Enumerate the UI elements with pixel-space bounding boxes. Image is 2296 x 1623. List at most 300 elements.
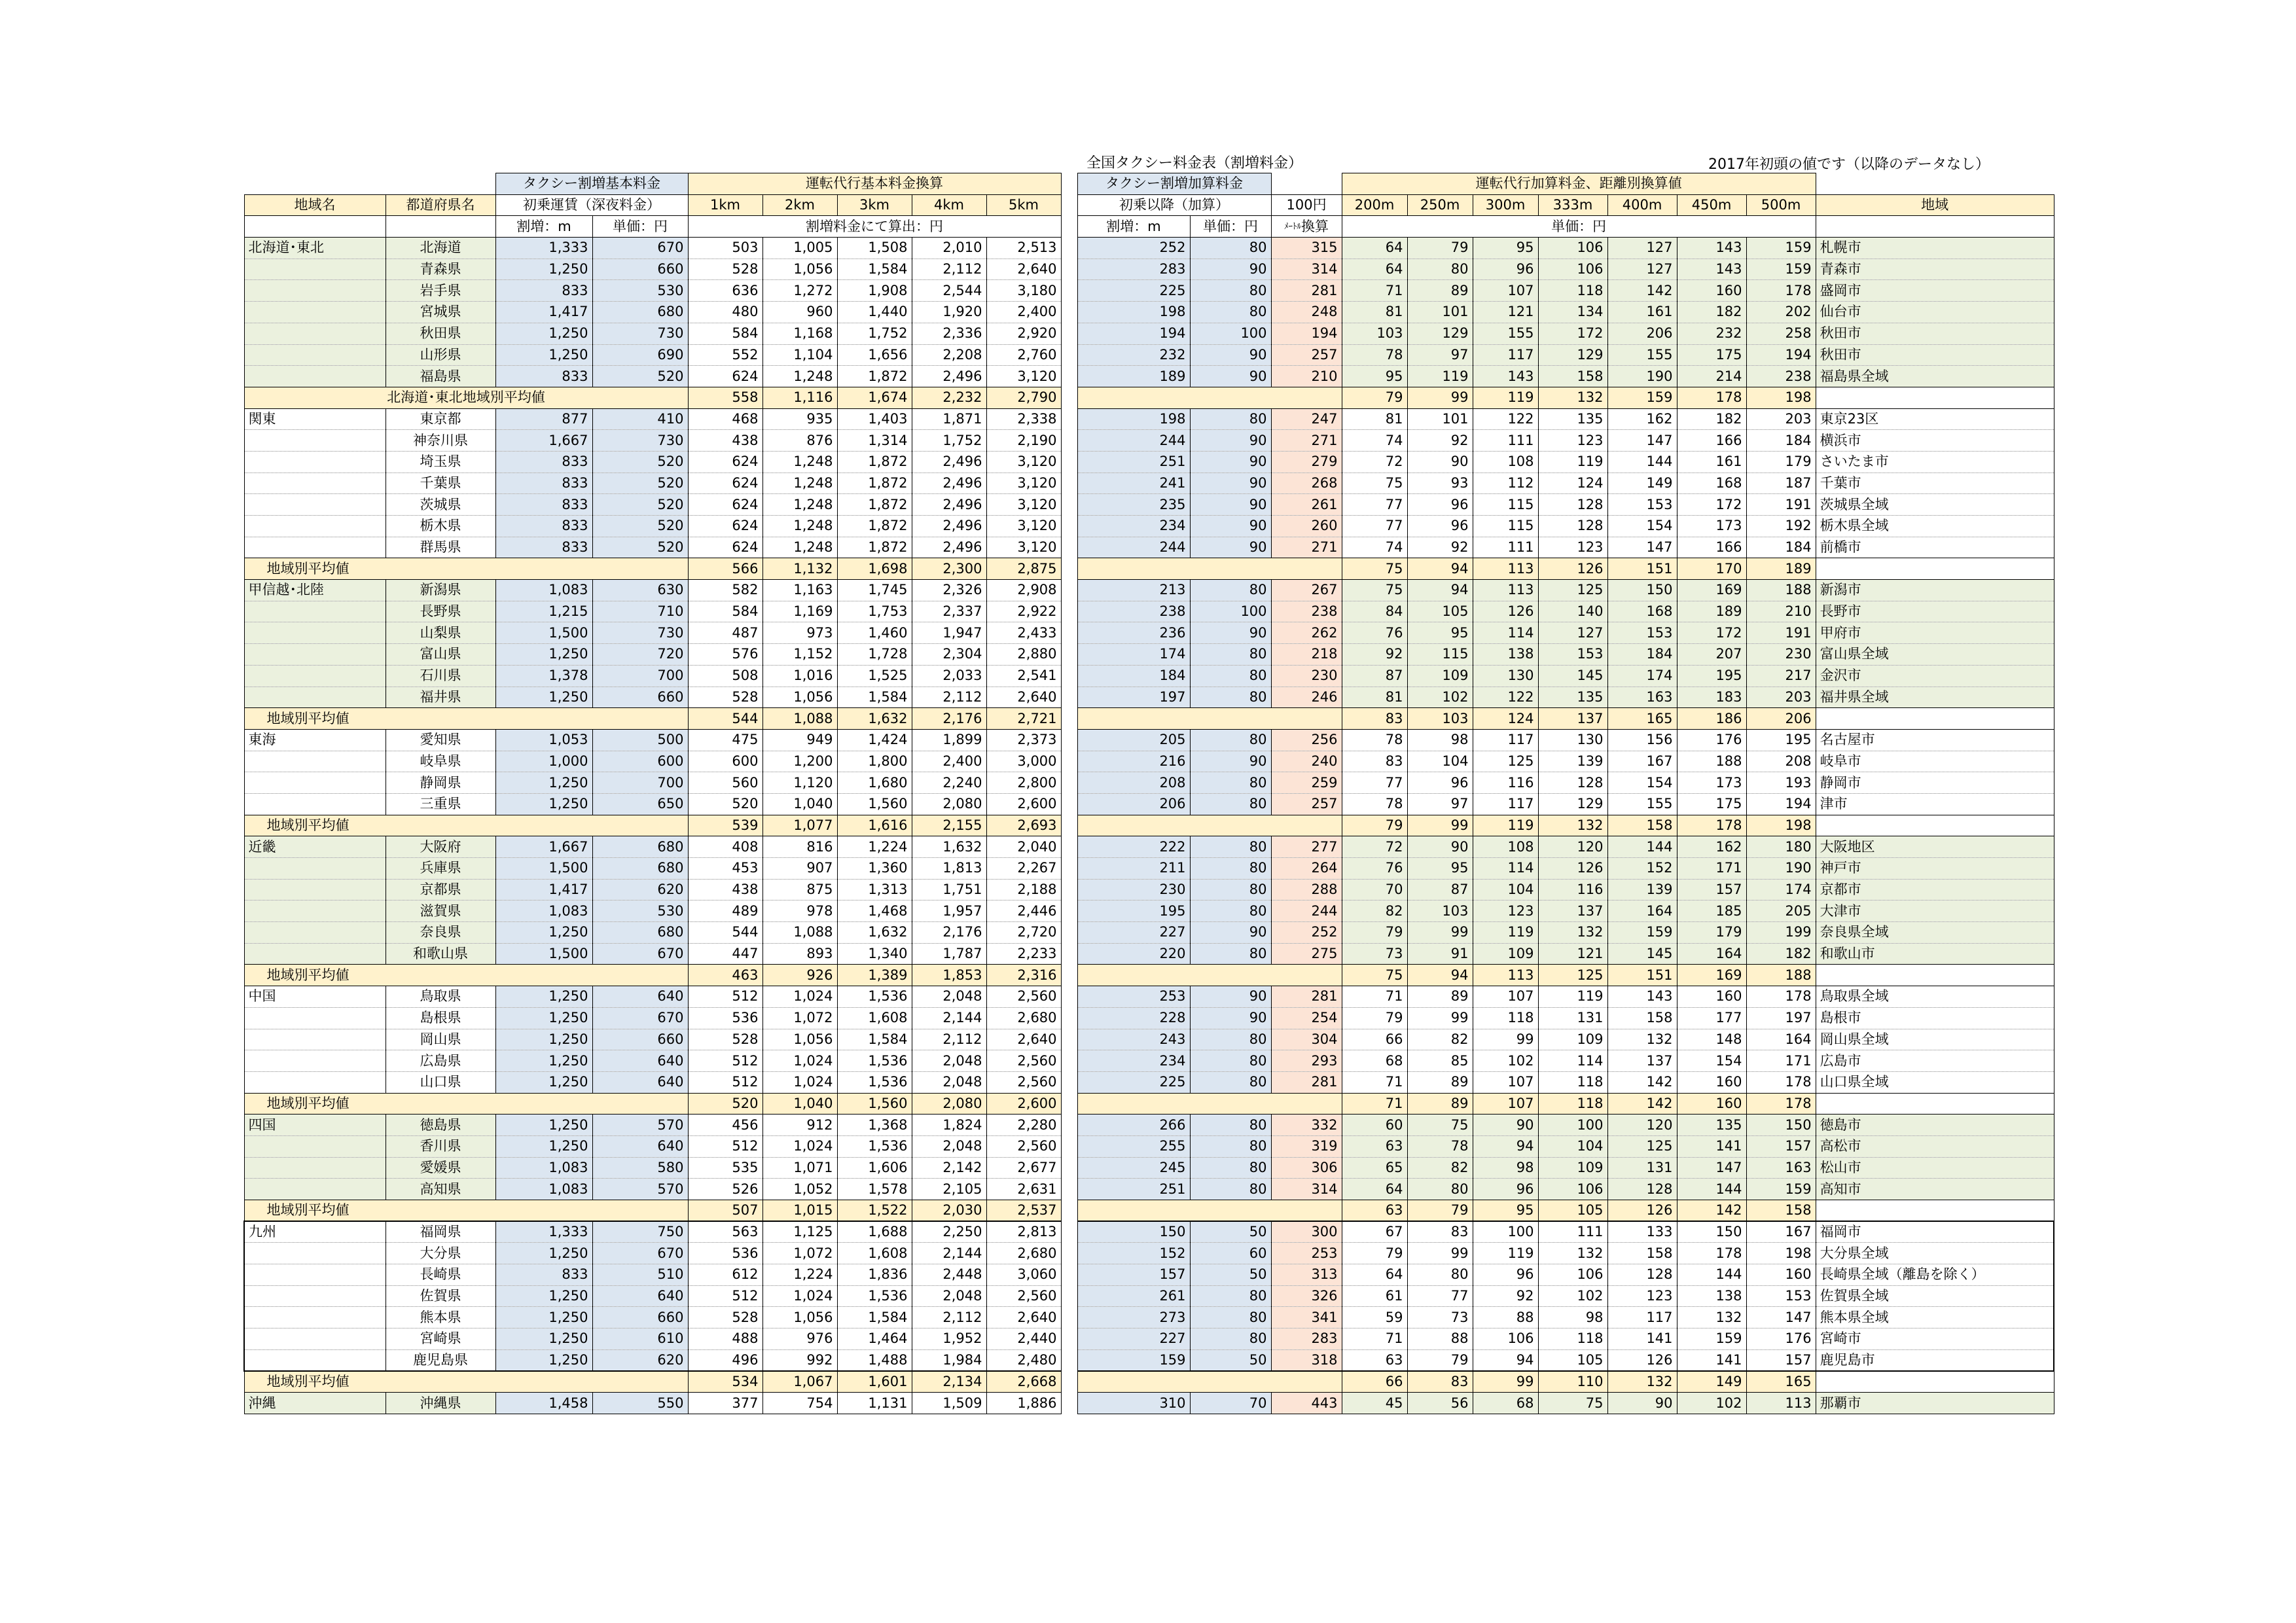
- km-fare-cell: 1,608: [837, 1007, 912, 1029]
- add-price-cell: 80: [1190, 1307, 1271, 1329]
- km-fare-cell: 2,400: [986, 302, 1061, 323]
- base-distance-cell: 1,458: [495, 1393, 592, 1414]
- km-fare-cell: 2,048: [912, 1285, 986, 1307]
- fare-add-row: [1077, 259, 2054, 280]
- km-fare-cell: 2,496: [912, 366, 986, 387]
- meter-conv-cell: 319: [1271, 1135, 1342, 1157]
- km-fare-cell: 536: [688, 1243, 762, 1264]
- prefecture-cell: 神奈川県: [386, 430, 495, 452]
- base-price-cell: 730: [592, 622, 688, 644]
- km-fare-cell: 2,560: [986, 1135, 1061, 1157]
- dist-fare-cell: 178: [1746, 1071, 1816, 1093]
- area-cell: 富山県全域: [1816, 644, 2054, 666]
- add-distance-cell: 225: [1077, 280, 1190, 302]
- km-fare-cell: 1,314: [837, 430, 912, 452]
- km-fare-cell: 2,560: [986, 1071, 1061, 1093]
- base-distance-cell: 1,500: [495, 943, 592, 965]
- area-cell: 広島市: [1816, 1050, 2054, 1072]
- avg-km-cell: 539: [688, 815, 762, 836]
- km-fare-cell: 528: [688, 1307, 762, 1329]
- regional-average-row: [244, 1093, 1061, 1115]
- avg-km-cell: 2,080: [912, 1093, 986, 1115]
- add-distance-cell: 244: [1077, 430, 1190, 452]
- region-cell: [244, 772, 386, 794]
- km-fare-cell: 1,056: [762, 687, 837, 708]
- avg-km-cell: 2,600: [986, 1093, 1061, 1115]
- dist-fare-cell: 132: [1607, 1029, 1677, 1050]
- area-cell: 鹿児島市: [1816, 1349, 2054, 1371]
- avg-area-blank-cell: [1816, 558, 2054, 580]
- dist-fare-cell: 103: [1407, 901, 1473, 922]
- base-distance-cell: 833: [495, 280, 592, 302]
- km-fare-cell: 2,560: [986, 1050, 1061, 1072]
- fare-row: [244, 238, 1061, 259]
- avg-dist-cell: 178: [1746, 1093, 1816, 1115]
- area-cell: 栃木県全域: [1816, 516, 2054, 537]
- km-fare-cell: 1,248: [762, 451, 837, 473]
- km-fare-cell: 1,248: [762, 473, 837, 494]
- fare-row: [244, 1264, 1061, 1286]
- avg-dist-cell: 142: [1607, 1093, 1677, 1115]
- dist-fare-cell: 166: [1677, 430, 1746, 452]
- dist-fare-cell: 159: [1607, 922, 1677, 944]
- km-fare-cell: 2,496: [912, 537, 986, 558]
- dist-fare-cell: 99: [1473, 1029, 1538, 1050]
- dist-fare-cell: 158: [1607, 1243, 1677, 1264]
- dist-fare-cell: 158: [1607, 1007, 1677, 1029]
- dist-fare-cell: 158: [1538, 366, 1607, 387]
- dist-fare-cell: 106: [1538, 1179, 1607, 1200]
- meter-conv-cell: 257: [1271, 344, 1342, 366]
- avg-dist-cell: 125: [1538, 965, 1607, 986]
- km-fare-cell: 624: [688, 366, 762, 387]
- km-fare-cell: 3,120: [986, 516, 1061, 537]
- km-fare-cell: 2,048: [912, 986, 986, 1008]
- dist-fare-cell: 188: [1746, 580, 1816, 601]
- area-cell: 金沢市: [1816, 665, 2054, 687]
- meter-conv-cell: 240: [1271, 751, 1342, 772]
- dist-fare-cell: 73: [1407, 1307, 1473, 1329]
- km-fare-cell: 2,448: [912, 1264, 986, 1286]
- km-fare-cell: 1,460: [837, 622, 912, 644]
- add-price-cell: 80: [1190, 1029, 1271, 1050]
- add-price-cell: 90: [1190, 622, 1271, 644]
- avg-km-cell: 2,030: [912, 1200, 986, 1222]
- add-price-cell: 90: [1190, 451, 1271, 473]
- region-cell: 近畿: [244, 836, 386, 858]
- km-fare-cell: 2,188: [986, 879, 1061, 901]
- dist-fare-cell: 113: [1473, 580, 1538, 601]
- dist-fare-cell: 214: [1677, 366, 1746, 387]
- dist-fare-cell: 190: [1607, 366, 1677, 387]
- dist-fare-cell: 153: [1538, 644, 1607, 666]
- dist-fare-cell: 118: [1473, 1007, 1538, 1029]
- add-price-cell: 90: [1190, 986, 1271, 1008]
- dist-fare-cell: 78: [1342, 729, 1407, 751]
- fare-row: [244, 922, 1061, 944]
- km-fare-cell: 2,496: [912, 516, 986, 537]
- dist-fare-cell: 94: [1407, 580, 1473, 601]
- avg-dist-cell: 165: [1746, 1371, 1816, 1393]
- base-price-cell: 640: [592, 986, 688, 1008]
- dist-fare-cell: 88: [1473, 1307, 1538, 1329]
- dist-fare-cell: 66: [1342, 1029, 1407, 1050]
- fare-row: [244, 259, 1061, 280]
- add-price-cell: 80: [1190, 1135, 1271, 1157]
- dist-fare-cell: 109: [1407, 665, 1473, 687]
- km-fare-cell: 1,872: [837, 494, 912, 516]
- km-fare-cell: 1,752: [837, 323, 912, 344]
- dist-fare-cell: 150: [1746, 1115, 1816, 1136]
- meter-conv-cell: 281: [1271, 1071, 1342, 1093]
- km-fare-cell: 1,872: [837, 473, 912, 494]
- prefecture-cell: 福井県: [386, 687, 495, 708]
- meter-conv-cell: 271: [1271, 537, 1342, 558]
- region-cell: 九州: [244, 1221, 386, 1243]
- region-cell: 関東: [244, 408, 386, 430]
- area-cell: 札幌市: [1816, 238, 2054, 259]
- dist-fare-cell: 145: [1538, 665, 1607, 687]
- prefecture-cell: 佐賀県: [386, 1285, 495, 1307]
- region-cell: [244, 1285, 386, 1307]
- dist-fare-cell: 108: [1473, 451, 1538, 473]
- dist-fare-cell: 97: [1407, 793, 1473, 815]
- dist-fare-cell: 173: [1677, 772, 1746, 794]
- km-fare-cell: 1,751: [912, 879, 986, 901]
- add-distance-cell: 206: [1077, 793, 1190, 815]
- prefecture-cell: 鹿児島県: [386, 1349, 495, 1371]
- add-distance-cell: 184: [1077, 665, 1190, 687]
- meter-conv-cell: 283: [1271, 1329, 1342, 1350]
- dist-fare-cell: 125: [1607, 1135, 1677, 1157]
- dist-fare-cell: 182: [1746, 943, 1816, 965]
- dist-fare-cell: 114: [1538, 1050, 1607, 1072]
- base-distance-cell: 1,250: [495, 1007, 592, 1029]
- avg-dist-cell: 63: [1342, 1200, 1407, 1222]
- region-cell: [244, 1050, 386, 1072]
- area-cell: 静岡市: [1816, 772, 2054, 794]
- avg-km-cell: 1,560: [837, 1093, 912, 1115]
- region-cell: [244, 901, 386, 922]
- fare-row: [244, 537, 1061, 558]
- km-fare-cell: 3,120: [986, 494, 1061, 516]
- dist-header-1: 200m: [1342, 194, 1407, 216]
- meter-conv-cell: 267: [1271, 580, 1342, 601]
- dist-fare-cell: 105: [1407, 601, 1473, 622]
- fare-add-row: [1077, 729, 2054, 751]
- average-label-cell: 北海道･東北地域別平均値: [244, 387, 688, 408]
- dist-fare-cell: 113: [1746, 1393, 1816, 1414]
- avg-dist-cell: 89: [1407, 1093, 1473, 1115]
- fare-add-row: [1077, 302, 2054, 323]
- dist-fare-cell: 193: [1746, 772, 1816, 794]
- region-cell: [244, 1029, 386, 1050]
- meter-conv-cell: 271: [1271, 430, 1342, 452]
- km-fare-cell: 1,536: [837, 1135, 912, 1157]
- add-price-cell: 90: [1190, 922, 1271, 944]
- dist-fare-cell: 79: [1407, 238, 1473, 259]
- dist-fare-cell: 101: [1407, 408, 1473, 430]
- avg-km-cell: 2,721: [986, 708, 1061, 730]
- dist-fare-cell: 96: [1473, 1179, 1538, 1200]
- avg-area-blank-cell: [1816, 387, 2054, 408]
- prefecture-cell: 群馬県: [386, 537, 495, 558]
- fare-add-row: [1077, 238, 2054, 259]
- fare-row: [244, 344, 1061, 366]
- taxi-add-header: タクシー割増加算料金: [1077, 173, 1271, 195]
- base-distance-cell: 1,250: [495, 793, 592, 815]
- fare-row: [244, 943, 1061, 965]
- region-cell: [244, 687, 386, 708]
- avg-blank-cell: [1077, 965, 1342, 986]
- area-cell: 東京23区: [1816, 408, 2054, 430]
- prefecture-cell: 岐阜県: [386, 751, 495, 772]
- dist-fare-cell: 94: [1473, 1349, 1538, 1371]
- km-fare-cell: 512: [688, 1285, 762, 1307]
- avg-dist-cell: 160: [1677, 1093, 1746, 1115]
- fare-add-row: [1077, 772, 2054, 794]
- km-fare-cell: 2,280: [986, 1115, 1061, 1136]
- area-cell: 津市: [1816, 793, 2054, 815]
- km-fare-cell: 1,248: [762, 366, 837, 387]
- dist-fare-cell: 164: [1746, 1029, 1816, 1050]
- avg-km-cell: 2,668: [986, 1371, 1061, 1393]
- km-fare-cell: 2,176: [912, 922, 986, 944]
- regional-average-add-row: [1077, 1093, 2054, 1115]
- km-fare-cell: 1,056: [762, 1029, 837, 1050]
- area-cell: 岐阜市: [1816, 751, 2054, 772]
- dist-fare-cell: 77: [1407, 1285, 1473, 1307]
- fare-row: [244, 451, 1061, 473]
- add-distance-cell: 244: [1077, 537, 1190, 558]
- km-fare-cell: 1,440: [837, 302, 912, 323]
- dist-fare-cell: 142: [1607, 280, 1677, 302]
- avg-dist-cell: 124: [1473, 708, 1538, 730]
- add-price-cell: 60: [1190, 1243, 1271, 1264]
- base-distance-cell: 1,250: [495, 1115, 592, 1136]
- km-fare-cell: 480: [688, 302, 762, 323]
- km-fare-cell: 3,000: [986, 751, 1061, 772]
- fare-add-row: [1077, 408, 2054, 430]
- dist-fare-cell: 96: [1407, 494, 1473, 516]
- fare-add-row: [1077, 1029, 2054, 1050]
- km-fare-cell: 816: [762, 836, 837, 858]
- prefecture-cell: 山梨県: [386, 622, 495, 644]
- add-price-cell: 80: [1190, 858, 1271, 880]
- dist-fare-cell: 192: [1746, 516, 1816, 537]
- region-cell: 四国: [244, 1115, 386, 1136]
- km-fare-cell: 3,120: [986, 473, 1061, 494]
- dist-fare-cell: 153: [1746, 1285, 1816, 1307]
- right-header-row-3: [1077, 216, 2054, 238]
- fare-row: [244, 772, 1061, 794]
- avg-km-cell: 1,674: [837, 387, 912, 408]
- km-fare-cell: 2,640: [986, 1029, 1061, 1050]
- dist-fare-cell: 71: [1342, 1071, 1407, 1093]
- dist-fare-cell: 258: [1746, 323, 1816, 344]
- fare-row: [244, 302, 1061, 323]
- region-cell: [244, 473, 386, 494]
- avg-area-blank-cell: [1816, 815, 2054, 836]
- dist-fare-cell: 119: [1473, 1243, 1538, 1264]
- km-fare-cell: 2,048: [912, 1071, 986, 1093]
- fare-row: [244, 494, 1061, 516]
- km-fare-cell: 1,745: [837, 580, 912, 601]
- fare-add-row: [1077, 537, 2054, 558]
- dist-fare-cell: 123: [1607, 1285, 1677, 1307]
- km-fare-cell: 2,600: [986, 793, 1061, 815]
- dist-fare-cell: 131: [1607, 1157, 1677, 1179]
- dist-fare-cell: 59: [1342, 1307, 1407, 1329]
- dist-fare-cell: 56: [1407, 1393, 1473, 1414]
- dist-fare-cell: 147: [1607, 430, 1677, 452]
- base-price-cell: 700: [592, 665, 688, 687]
- km-fare-cell: 2,040: [986, 836, 1061, 858]
- dist-fare-cell: 128: [1538, 494, 1607, 516]
- dist-fare-cell: 143: [1677, 259, 1746, 280]
- area-cell: 岡山県全域: [1816, 1029, 2054, 1050]
- dist-fare-cell: 160: [1677, 280, 1746, 302]
- fare-add-row: [1077, 1285, 2054, 1307]
- km-fare-cell: 912: [762, 1115, 837, 1136]
- dist-fare-cell: 203: [1746, 687, 1816, 708]
- area-cell: 山口県全域: [1816, 1071, 2054, 1093]
- base-distance-cell: 1,250: [495, 259, 592, 280]
- base-price-cell: 580: [592, 1157, 688, 1179]
- km-fare-cell: 624: [688, 473, 762, 494]
- dist-fare-cell: 104: [1538, 1135, 1607, 1157]
- km-fare-cell: 612: [688, 1264, 762, 1286]
- dist-fare-cell: 205: [1746, 901, 1816, 922]
- avg-km-cell: 1,698: [837, 558, 912, 580]
- fare-row: [244, 879, 1061, 901]
- prefecture-cell: 福岡県: [386, 1221, 495, 1243]
- average-label-cell: 地域別平均値: [244, 815, 688, 836]
- base-price-cell: 520: [592, 451, 688, 473]
- km-fare-cell: 487: [688, 622, 762, 644]
- fare-add-row: [1077, 1329, 2054, 1350]
- dist-fare-cell: 82: [1407, 1029, 1473, 1050]
- dist-fare-cell: 185: [1677, 901, 1746, 922]
- prefecture-cell: 岡山県: [386, 1029, 495, 1050]
- km-fare-cell: 1,800: [837, 751, 912, 772]
- dist-fare-cell: 147: [1746, 1307, 1816, 1329]
- add-price-cell: 80: [1190, 901, 1271, 922]
- base-price-cell: 640: [592, 1135, 688, 1157]
- dist-fare-cell: 123: [1473, 901, 1538, 922]
- add-price-cell: 80: [1190, 580, 1271, 601]
- fare-add-row: [1077, 1179, 2054, 1200]
- km-fare-cell: 1,871: [912, 408, 986, 430]
- base-price-cell: 530: [592, 901, 688, 922]
- meter-conv-cell: 306: [1271, 1157, 1342, 1179]
- dist-fare-cell: 153: [1607, 494, 1677, 516]
- meter-conv-cell: 314: [1271, 259, 1342, 280]
- dist-fare-cell: 171: [1746, 1050, 1816, 1072]
- km-fare-cell: 1,488: [837, 1349, 912, 1371]
- dist-fare-cell: 168: [1607, 601, 1677, 622]
- fare-add-row: [1077, 473, 2054, 494]
- dist-fare-cell: 169: [1677, 580, 1746, 601]
- avg-km-cell: 2,232: [912, 387, 986, 408]
- dist-fare-cell: 124: [1538, 473, 1607, 494]
- regional-average-add-row: [1077, 1371, 2054, 1393]
- avg-dist-cell: 151: [1607, 558, 1677, 580]
- fare-add-row: [1077, 901, 2054, 922]
- base-distance-cell: 1,250: [495, 644, 592, 666]
- region-cell: 甲信越･北陸: [244, 580, 386, 601]
- meter-conv-cell: 315: [1271, 238, 1342, 259]
- add-distance-cell: 194: [1077, 323, 1190, 344]
- dist-fare-cell: 130: [1538, 729, 1607, 751]
- km-fare-cell: 1,984: [912, 1349, 986, 1371]
- km-fare-cell: 560: [688, 772, 762, 794]
- prefecture-cell: 京都県: [386, 879, 495, 901]
- fare-row: [244, 622, 1061, 644]
- km-fare-cell: 1,728: [837, 644, 912, 666]
- add-distance-cell: 234: [1077, 516, 1190, 537]
- area-cell: 前橋市: [1816, 537, 2054, 558]
- prefecture-header: 都道府県名: [386, 194, 495, 216]
- dist-fare-cell: 179: [1677, 922, 1746, 944]
- dist-fare-cell: 119: [1473, 922, 1538, 944]
- dist-fare-cell: 99: [1407, 1007, 1473, 1029]
- add-distance-cell: 205: [1077, 729, 1190, 751]
- prefecture-cell: 長野県: [386, 601, 495, 622]
- km-fare-cell: 2,144: [912, 1007, 986, 1029]
- region-cell: [244, 1007, 386, 1029]
- fare-add-row: [1077, 366, 2054, 387]
- km-fare-cell: 1,536: [837, 986, 912, 1008]
- km-fare-cell: 1,056: [762, 259, 837, 280]
- km-fare-cell: 3,060: [986, 1264, 1061, 1286]
- km-fare-cell: 1,024: [762, 1135, 837, 1157]
- area-header: 地域: [1816, 194, 2054, 216]
- avg-dist-cell: 99: [1407, 815, 1473, 836]
- dist-fare-cell: 141: [1607, 1329, 1677, 1350]
- dist-fare-cell: 144: [1607, 451, 1677, 473]
- regional-average-row: [244, 965, 1061, 986]
- dist-fare-cell: 45: [1342, 1393, 1407, 1414]
- avg-dist-cell: 94: [1407, 965, 1473, 986]
- km-fare-cell: 1,584: [837, 1029, 912, 1050]
- km-fare-cell: 1,024: [762, 1285, 837, 1307]
- fare-row: [244, 323, 1061, 344]
- km-fare-cell: 2,544: [912, 280, 986, 302]
- km-fare-cell: 1,899: [912, 729, 986, 751]
- add-price-cell: 80: [1190, 665, 1271, 687]
- dist-fare-cell: 109: [1538, 1157, 1607, 1179]
- dist-fare-cell: 156: [1607, 729, 1677, 751]
- base-distance-cell: 1,250: [495, 687, 592, 708]
- area-cell: 秋田市: [1816, 323, 2054, 344]
- dist-fare-cell: 122: [1473, 687, 1538, 708]
- dist-fare-cell: 127: [1607, 238, 1677, 259]
- km-fare-cell: 1,824: [912, 1115, 986, 1136]
- dist-fare-cell: 208: [1746, 751, 1816, 772]
- dist-fare-cell: 75: [1538, 1393, 1607, 1414]
- meter-conv-cell: 230: [1271, 665, 1342, 687]
- avg-km-cell: 2,155: [912, 815, 986, 836]
- fare-add-row: [1077, 430, 2054, 452]
- dist-fare-cell: 238: [1746, 366, 1816, 387]
- add-distance-cell: 251: [1077, 1179, 1190, 1200]
- base-price-cell: 630: [592, 580, 688, 601]
- km-fare-cell: 1,688: [837, 1221, 912, 1243]
- km-fare-cell: 1,005: [762, 238, 837, 259]
- dist-fare-cell: 119: [1407, 366, 1473, 387]
- base-distance-cell: 1,250: [495, 344, 592, 366]
